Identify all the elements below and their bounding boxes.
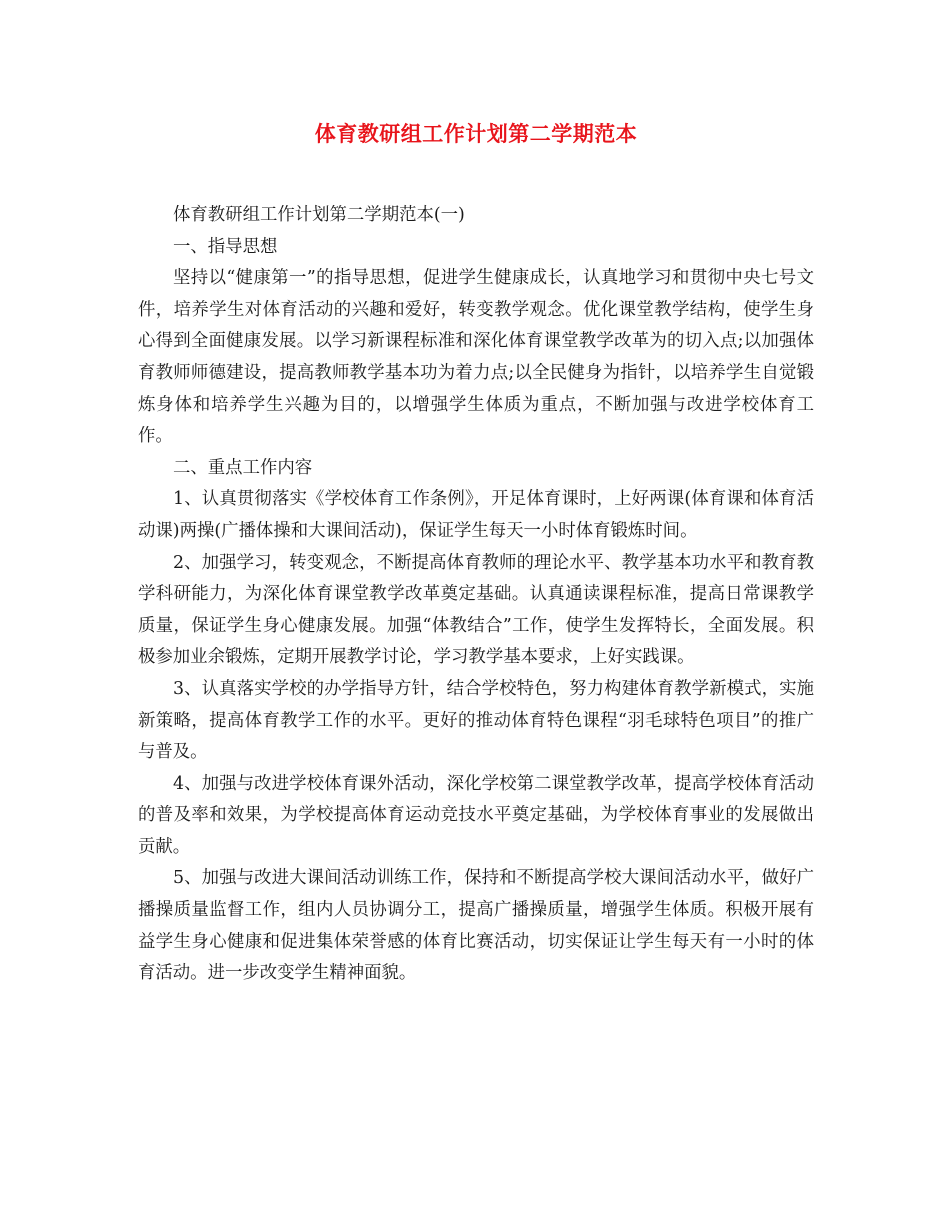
- document-body: [138, 200, 814, 990]
- paragraph-item-1: 1、认真贯彻落实《学校体育工作条例》，开足体育课时，上好两课(体育课和体育活动课)两操(广播体操和大课间活动)，保证学生每天一小时体育锻炼时间。: [138, 489, 814, 541]
- document-page: [138, 118, 814, 990]
- document-title: 体育教研组工作计划第二学期范本: [314, 121, 638, 146]
- paragraph-item-2: 2、加强学习，转变观念，不断提高体育教师的理论水平、教学基本功水平和教育教学科研能力，为深化体育课堂教学改革奠定基础。认真通读课程标准，提高日常课教学质量，保证学生身心健康发展。加强“体教结合”工作，使学生发挥特长，全面发展。积极参加业余锻炼，定期开展教学讨论，学习教学基本要求，上好实践课。: [138, 552, 814, 668]
- heading-key-work: 二、重点工作内容: [173, 457, 313, 478]
- paragraph-item-3: 3、认真落实学校的办学指导方针，结合学校特色，努力构建体育教学新模式，实施新策略，提高体育教学工作的水平。更好的推动体育特色课程“羽毛球特色项目”的推广与普及。: [138, 678, 814, 763]
- paragraph-guiding-ideology: 坚持以“健康第一”的指导思想，促进学生健康成长，认真地学习和贯彻中央七号文件，培养学生对体育活动的兴趣和爱好，转变教学观念。优化课堂教学结构，使学生身心得到全面健康发展。以学习新课程标准和深化体育课堂教学改革为的切入点;以加强体育教师师德建设，提高教师教学基本功为着力点;以全民健身为指针，以培养学生自觉锻炼身体和培养学生兴趣为目的，以增强学生体质为重点，不断加强与改进学校体育工作。: [138, 268, 814, 447]
- paragraph-item-4: 4、加强与改进学校体育课外活动，深化学校第二课堂教学改革，提高学校体育活动的普及率和效果，为学校提高体育运动竞技水平奠定基础，为学校体育事业的发展做出贡献。: [138, 773, 814, 857]
- paragraph-subtitle: 体育教研组工作计划第二学期范本(一): [173, 205, 465, 225]
- heading-guiding-ideology: 一、指导思想: [173, 236, 278, 257]
- paragraph-item-5: 5、加强与改进大课间活动训练工作，保持和不断提高学校大课间活动水平，做好广播操质量监督工作，组内人员协调分工，提高广播操质量，增强学生体质。积极开展有益学生身心健康和促进集体荣誉感的体育比赛活动，切实保证让学生每天有一小时的体育活动。进一步改变学生精神面貌。: [138, 868, 814, 984]
